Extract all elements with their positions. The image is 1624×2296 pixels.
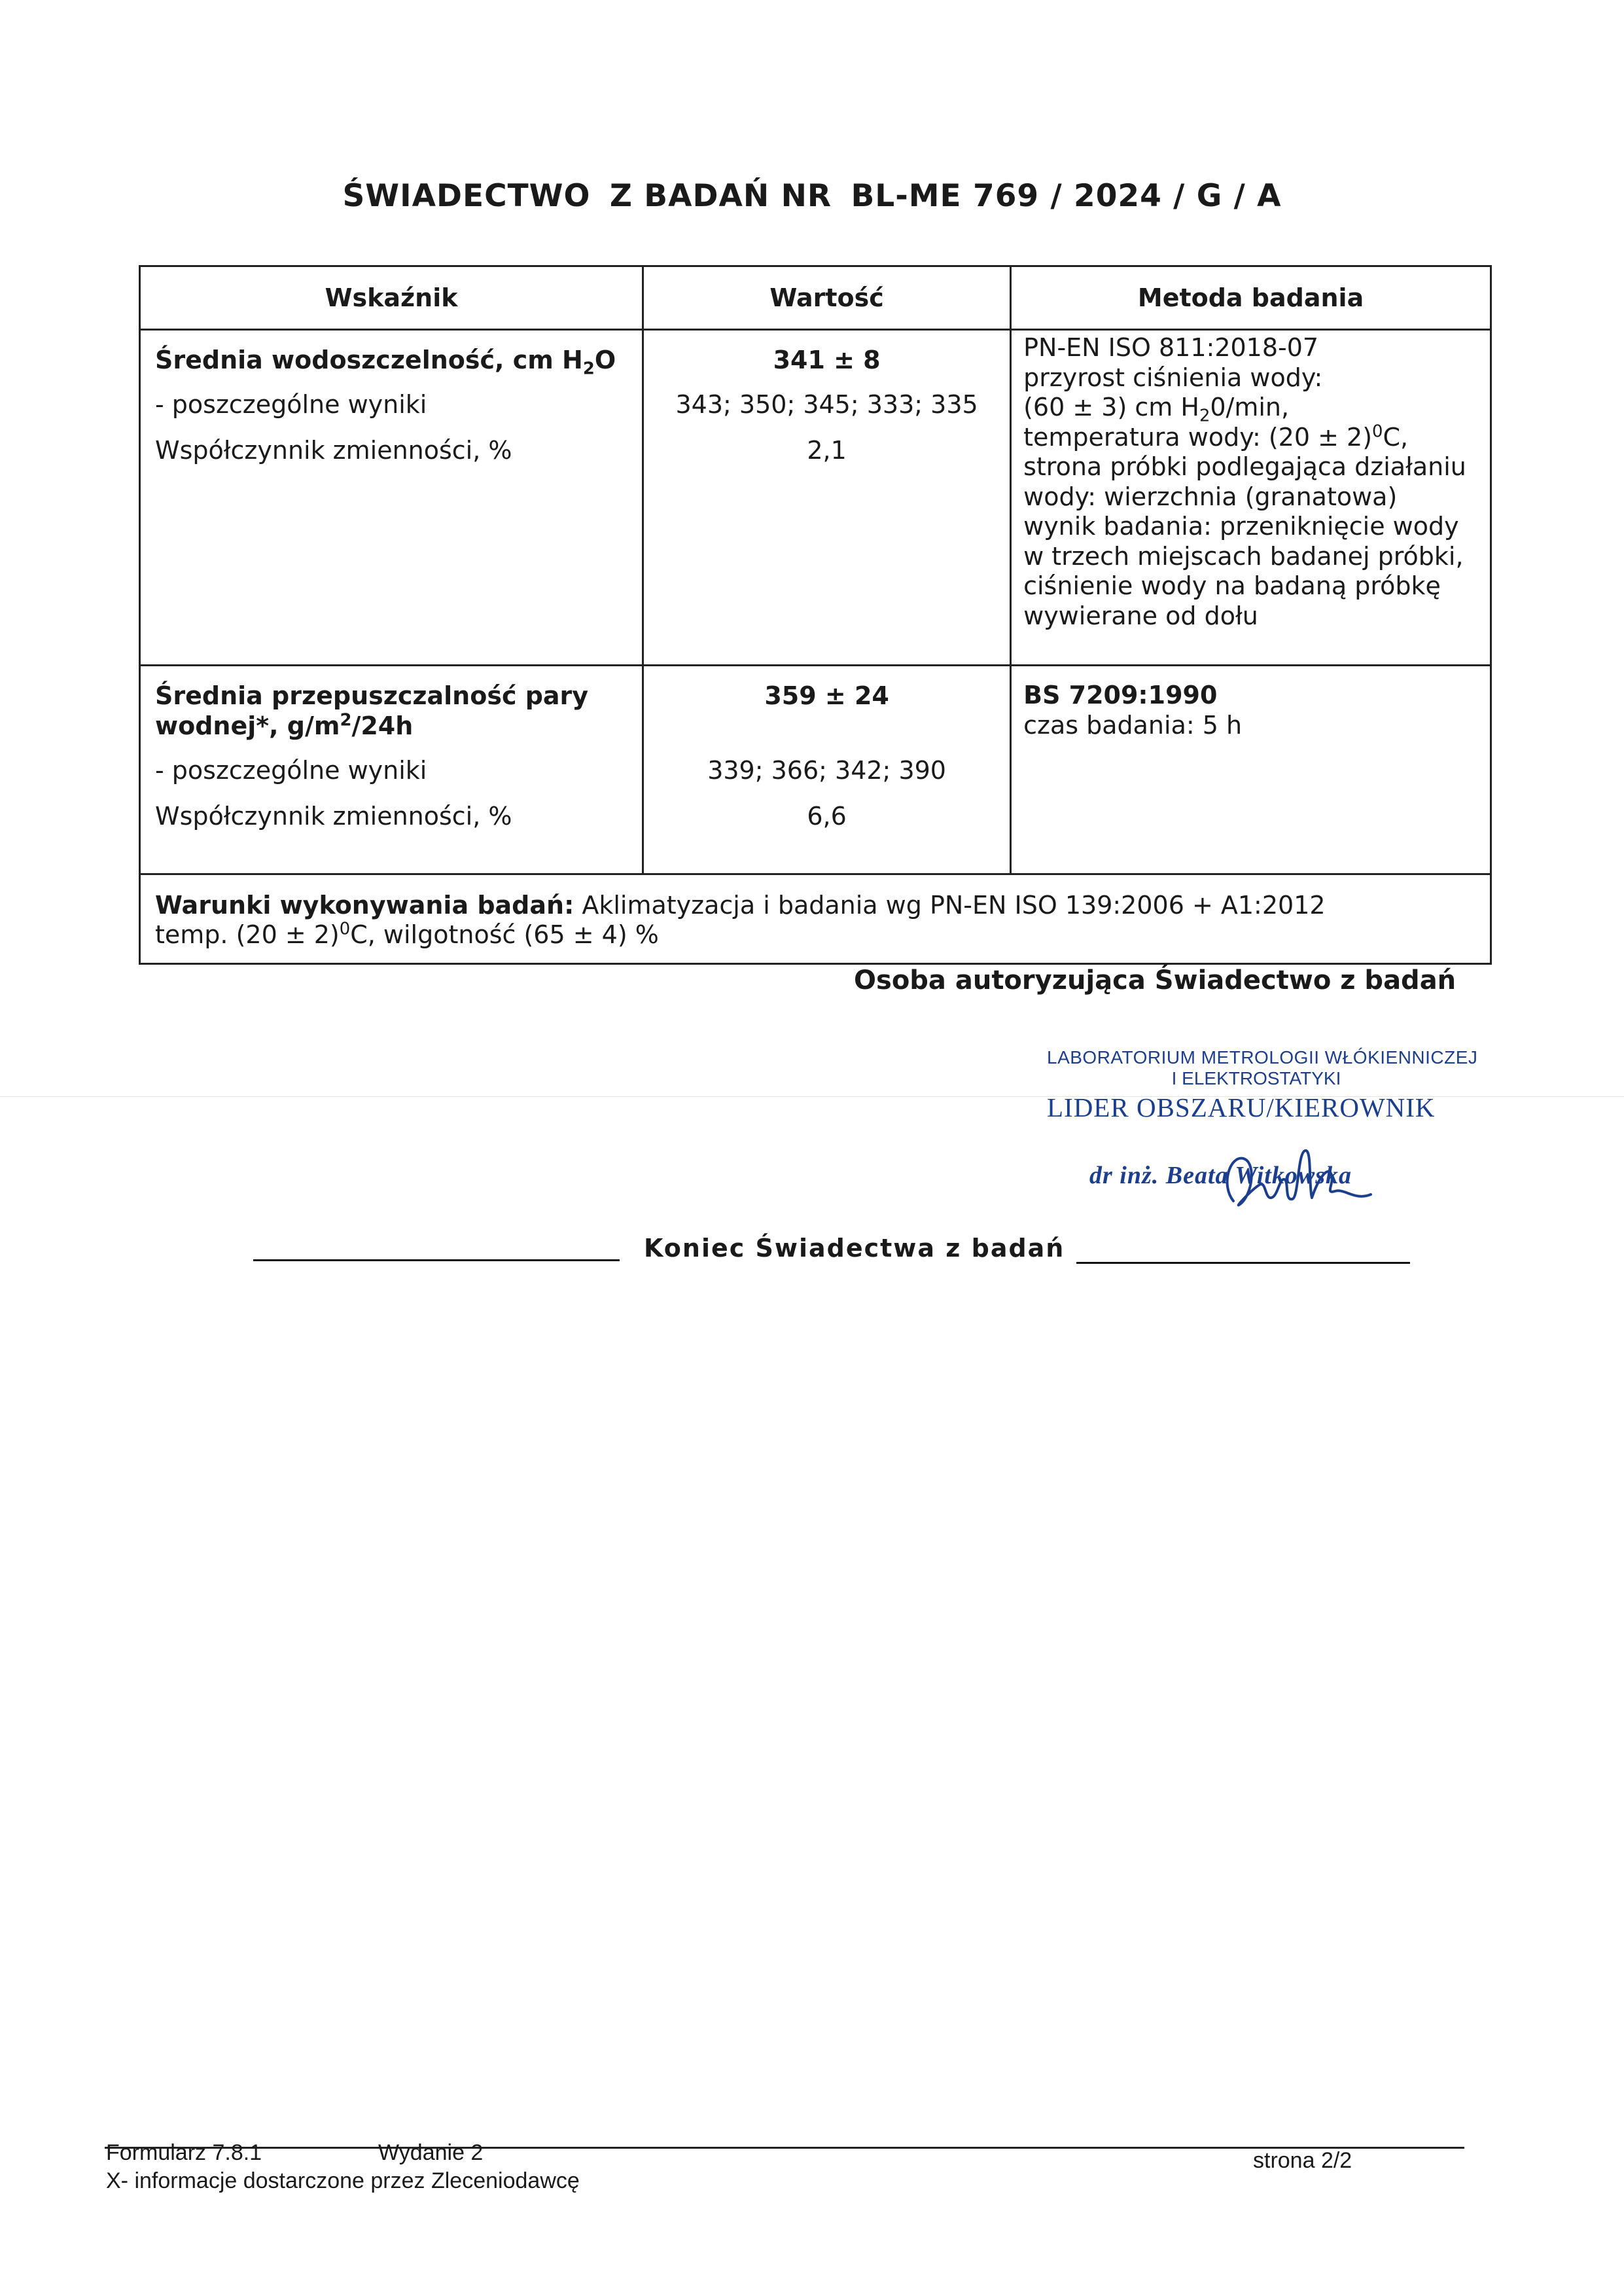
title-prefix: ŚWIADECTWO xyxy=(342,178,591,214)
table-row-waterproofness xyxy=(140,330,1491,666)
end-of-certificate: Koniec Świadectwa z badań xyxy=(644,1234,1065,1263)
certificate-number: BL-ME 769 / 2024 / G / A xyxy=(851,178,1282,214)
handwritten-signature xyxy=(1214,1139,1384,1224)
method-line: strona próbki podlegająca działaniu xyxy=(1023,452,1466,481)
document-title xyxy=(0,178,1624,214)
mean-value: 341 ± 8 xyxy=(773,346,881,374)
cv-value: 6,6 xyxy=(807,802,847,831)
method-standard: BS 7209:1990 xyxy=(1023,681,1218,709)
header-indicator: Wskaźnik xyxy=(140,266,643,330)
individual-results: 339; 366; 342; 390 xyxy=(707,756,946,785)
stamp-person-name: dr inż. Beata Witkowska xyxy=(1089,1162,1352,1189)
stamp-position: LIDER OBSZARU/KIEROWNIK xyxy=(1047,1092,1436,1122)
test-conditions-row xyxy=(140,874,1491,964)
method-line: czas badania: 5 h xyxy=(1023,710,1243,740)
value-cell xyxy=(643,330,1011,666)
method-line: w trzech miejscach badanej próbki, xyxy=(1023,541,1464,571)
end-line-left xyxy=(253,1259,620,1261)
stamp-lab-name: LABORATORIUM METROLOGII WŁÓKIENNICZEJ xyxy=(1047,1047,1478,1067)
individual-results-label: - poszczególne wyniki xyxy=(155,390,427,419)
title-mid: Z BADAŃ NR xyxy=(609,178,832,214)
individual-results: 343; 350; 345; 333; 335 xyxy=(675,390,978,419)
header-method: Metoda badania xyxy=(1011,266,1491,330)
end-line-right xyxy=(1076,1262,1410,1264)
conditions-label: Warunki wykonywania badań: xyxy=(155,891,574,920)
conditions-climate: temp. $(20 \pm 2)^0C$, wilgotność (65 ± 4) % xyxy=(155,919,659,949)
method-line: (60 ± 3) cm $H_20/\min$, xyxy=(1023,393,1290,426)
individual-results-label: - poszczególne wyniki xyxy=(155,756,427,785)
method-standard: PN-EN ISO 811:2018-07 xyxy=(1023,333,1319,362)
method-line: wywierane od dołu xyxy=(1023,601,1258,630)
method-line: wody: wierzchnia (granatowa) xyxy=(1023,482,1398,511)
indicator-name: Średnia przepuszczalność pary wodnej*, $g/m^2/24h$ xyxy=(155,681,589,740)
cv-value: 2,1 xyxy=(807,436,847,465)
cv-label: Współczynnik zmienności, % xyxy=(155,436,512,465)
method-line: przyrost ciśnienia wody: xyxy=(1023,363,1323,392)
method-cell xyxy=(1011,330,1491,666)
indicator-cell xyxy=(140,330,643,666)
authorized-person-label: Osoba autoryzująca Świadectwo z badań xyxy=(854,965,1456,996)
footer-note: X- informacje dostarczone przez Zleceniodawcę xyxy=(106,2168,580,2193)
table-header-row xyxy=(140,266,1491,330)
footer-form: Formularz 7.8.1 xyxy=(106,2140,262,2165)
cv-label: Współczynnik zmienności, % xyxy=(155,802,512,831)
indicator-cell xyxy=(140,666,643,874)
method-cell xyxy=(1011,666,1491,874)
header-value: Wartość xyxy=(643,266,1011,330)
results-table xyxy=(139,265,1492,965)
footer-page-number: strona 2/2 xyxy=(1253,2148,1352,2173)
table-row-vapour-permeability xyxy=(140,666,1491,874)
value-cell xyxy=(643,666,1011,874)
footer-edition: Wydanie 2 xyxy=(378,2140,484,2165)
method-line: wynik badania: przeniknięcie wody xyxy=(1023,512,1459,541)
stamp-lab-name-2: I ELEKTROSTATYKI xyxy=(1171,1068,1341,1088)
conditions-text: Aklimatyzacja i badania wg PN-EN ISO 139:2006 + A1:2012 xyxy=(574,891,1326,920)
method-line: ciśnienie wody na badaną próbkę xyxy=(1023,571,1441,600)
mean-value: 359 ± 24 xyxy=(764,681,889,710)
indicator-name: Średnia wodoszczelność, cm $H_2O$ xyxy=(155,346,616,379)
method-line: temperatura wody: $(20 \pm 2)^0C$, xyxy=(1023,421,1409,452)
test-conditions-cell xyxy=(140,874,1491,964)
